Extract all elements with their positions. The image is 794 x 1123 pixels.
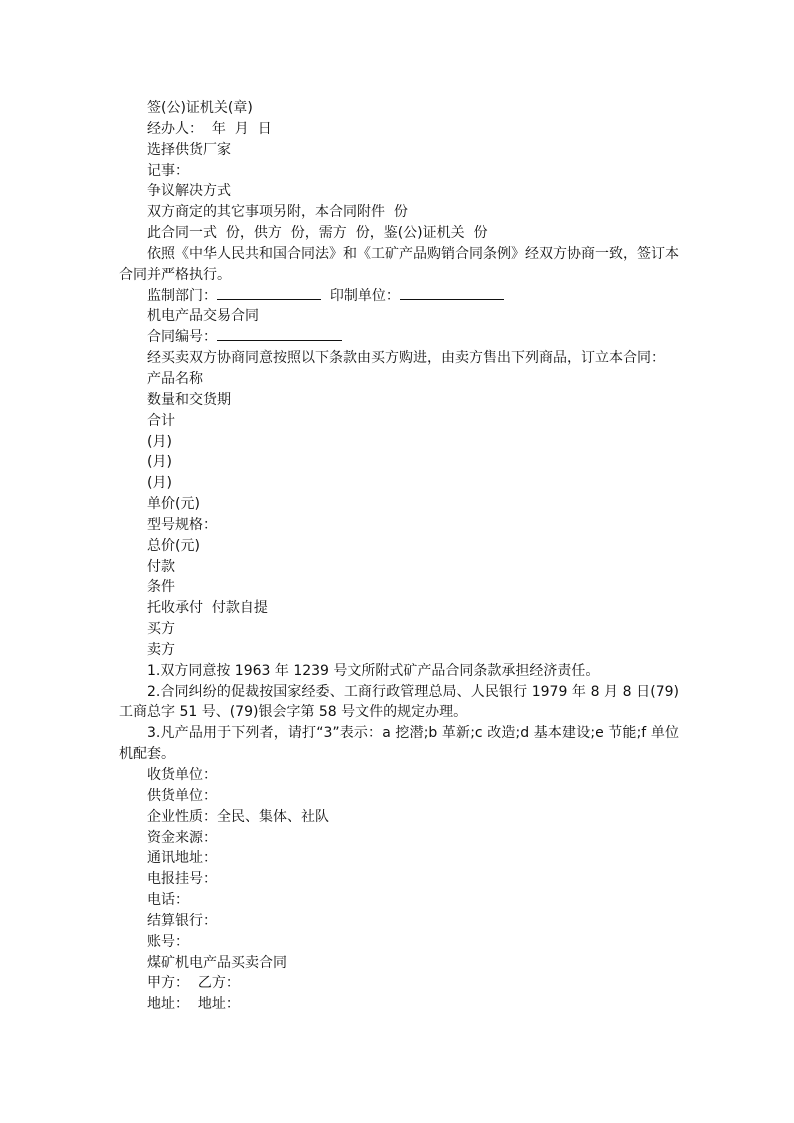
other-matters-line: 双方商定的其它事项另附，本合同附件 份 [147,204,408,221]
account-line: 账号： [147,933,189,950]
conditions-line: 条件 [147,579,175,596]
month-line: (月) [147,433,172,450]
telegraph-line: 电报挂号： [147,871,217,888]
enterprise-nature-line: 企业性质：全民、集体、社队 [147,808,329,825]
supervise-dept-label: 监制部门： [147,287,217,304]
phone-line: 电话： [147,892,189,909]
receiving-unit-line: 收货单位： [147,767,217,783]
copies-line: 此合同一式 份，供方 份，需方 份，鉴(公)证机关 份 [147,225,488,242]
contract-number-line [119,327,679,348]
month-line: (月) [147,454,172,471]
model-spec-line: 型号规格： [147,516,217,533]
print-unit-blank [400,287,504,300]
clause-1: 1.双方同意按 1963 年 1239 号文所附式矿产品合同条款承担经济责任。 [147,662,600,679]
total-line: 合计 [147,412,175,429]
supplying-unit-line: 供货单位： [147,787,217,804]
section-title-coal-contract: 煤矿机电产品买卖合同 [147,954,287,971]
address-line: 地址： 地址： [147,996,240,1013]
supervise-print-line [119,286,679,307]
buyer-line: 买方 [147,621,175,638]
quantity-delivery-line: 数量和交货期 [147,391,231,408]
contract-text [119,98,679,1015]
mailing-address-line: 通讯地址： [147,850,217,867]
select-supplier-line: 选择供货厂家 [147,141,231,158]
supervise-dept-blank [217,287,321,300]
product-name-line: 产品名称 [147,370,203,387]
section-title-mechanical-contract: 机电产品交易合同 [147,308,259,325]
agreement-intro-line: 经买卖双方协商同意按照以下条款由买方购进，由卖方售出下列商品，订立本合同： [147,350,665,367]
contract-number-label: 合同编号： [147,329,217,346]
total-price-line: 总价(元) [147,537,200,554]
month-line: (月) [147,475,172,492]
clause-3: 3.凡产品用于下列者，请打“3”表示：a 挖潜;b 革新;c 改造;d 基本建设;e 节能;f 单位机配套。 [119,725,679,763]
fund-source-line: 资金来源： [147,829,217,846]
party-a-b-line: 甲方： 乙方： [147,975,240,992]
payment-method-line: 托收承付 付款自提 [147,600,268,617]
seal-authority-line: 签(公)证机关(章) [147,100,253,116]
legal-basis-paragraph: 依照《中华人民共和国合同法》和《工矿产品购销合同条例》经双方协商一致，签订本合同并严格执行。 [119,245,679,283]
dispute-resolution-line: 争议解决方式 [147,183,231,200]
clause-2: 2.合同纠纷的促裁按国家经委、工商行政管理总局、人民银行 1979 年 8 月 8 日(79)工商总字 51 号、(79)银会字第 58 号文件的规定办理。 [119,683,679,721]
contract-number-blank [217,328,342,341]
payment-line: 付款 [147,558,175,575]
print-unit-label: 印制单位： [321,287,400,304]
notes-line: 记事： [147,162,189,179]
unit-price-line: 单价(元) [147,496,200,513]
handler-date-line: 经办人： 年 月 日 [147,120,272,137]
seller-line: 卖方 [147,641,175,658]
settlement-bank-line: 结算银行： [147,912,217,929]
